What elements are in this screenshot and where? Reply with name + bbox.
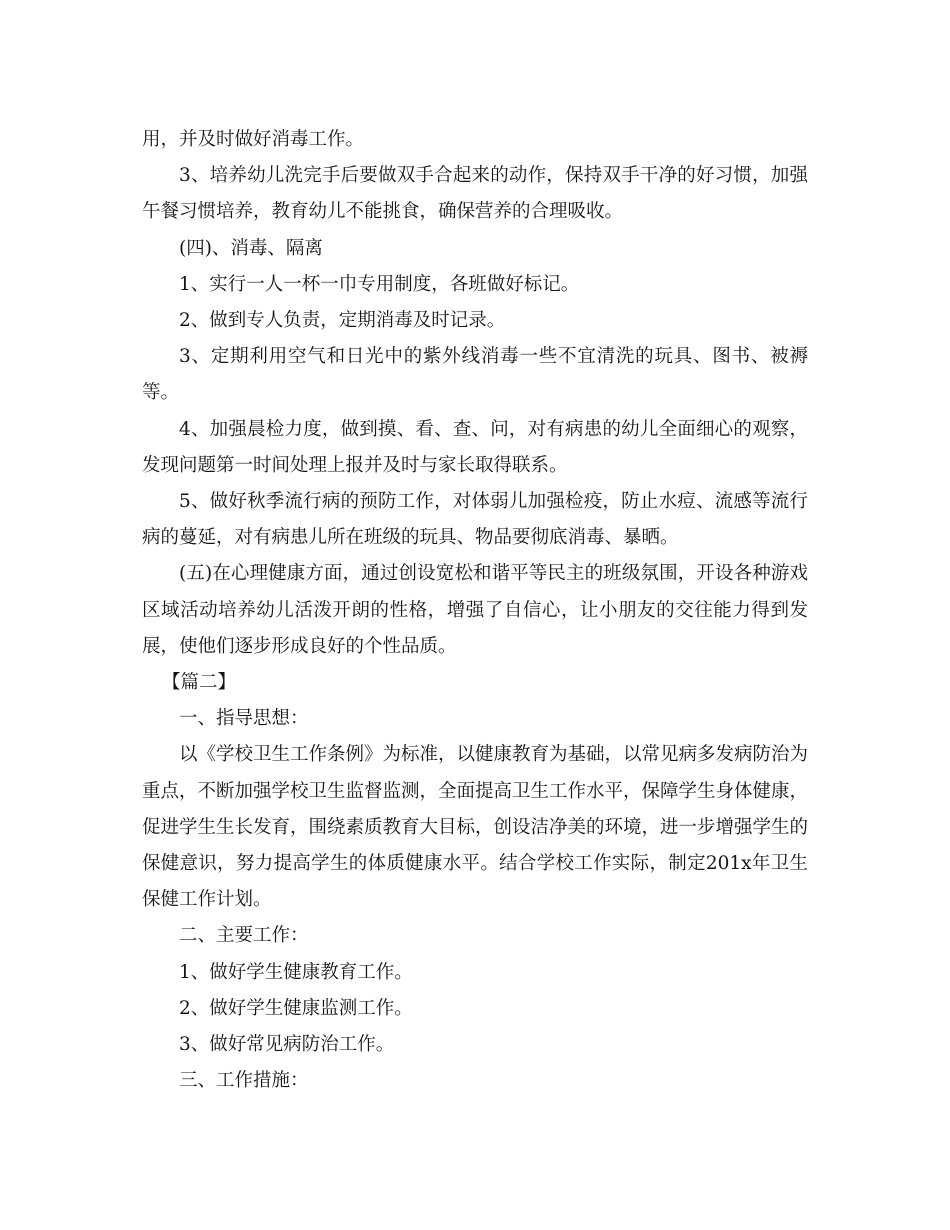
paragraph-item-2-records: 2、做到专人负责，定期消毒及时记录。 bbox=[179, 310, 506, 332]
heading-work-measures: 三、工作措施： bbox=[179, 1070, 309, 1092]
document-body bbox=[142, 122, 808, 1099]
section-heading-disinfection: (四)、消毒、隔离 bbox=[179, 237, 323, 259]
paragraph-item-4-morning-check: 4、加强晨检力度，做到摸、看、查、问，对有病患的幼儿全面细心的观察，发现问题第一时间处理上报并及时与家长取得联系。 bbox=[142, 418, 808, 476]
paragraph-item-3-lunch-habits: 3、培养幼儿洗完手后要做双手合起来的动作，保持双手干净的好习惯，加强午餐习惯培养，教育幼儿不能挑食，确保营养的合理吸收。 bbox=[142, 165, 808, 223]
paragraph-continuation: 用，并及时做好消毒工作。 bbox=[142, 129, 365, 150]
list-item-health-monitoring: 2、做好学生健康监测工作。 bbox=[179, 997, 413, 1019]
paragraph-mental-health: (五)在心理健康方面，通过创设宽松和谐平等民主的班级氛围，开设各种游戏区域活动培养幼儿活泼开朗的性格，增强了自信心，让小朋友的交往能力得到发展，使他们逐步形成良好的个性品质。 bbox=[142, 563, 808, 657]
heading-guiding-ideology: 一、指导思想： bbox=[179, 708, 309, 730]
paragraph-guiding-ideology: 以《学校卫生工作条例》为标准，以健康教育为基础，以常见病多发病防治为重点，不断加强学校卫生监督监测，全面提高卫生工作水平，保障学生身体健康，促进学生生长发育，围绕素质教育大目标，创设洁净美的环境，进一步增强学生的保健意识，努力提高学生的体质健康水平。结合学校工作实际，制定201x年卫生保健工作计划。 bbox=[142, 744, 809, 911]
list-item-disease-prevention: 3、做好常见病防治工作。 bbox=[179, 1034, 395, 1056]
section-title-part-two: 【篇二】 bbox=[162, 672, 237, 694]
paragraph-item-3-uv-disinfection: 3、定期利用空气和日光中的紫外线消毒一些不宜清洗的玩具、图书、被褥等。 bbox=[142, 346, 808, 404]
paragraph-item-1-cup-towel: 1、实行一人一杯一巾专用制度，各班做好标记。 bbox=[179, 273, 580, 295]
paragraph-item-5-autumn-epidemic: 5、做好秋季流行病的预防工作，对体弱儿加强检疫，防止水痘、流感等流行病的蔓延，对有病患儿所在班级的玩具、物品要彻底消毒、暴晒。 bbox=[142, 491, 808, 549]
list-item-health-education: 1、做好学生健康教育工作。 bbox=[179, 961, 413, 983]
heading-main-work: 二、主要工作： bbox=[179, 925, 309, 947]
